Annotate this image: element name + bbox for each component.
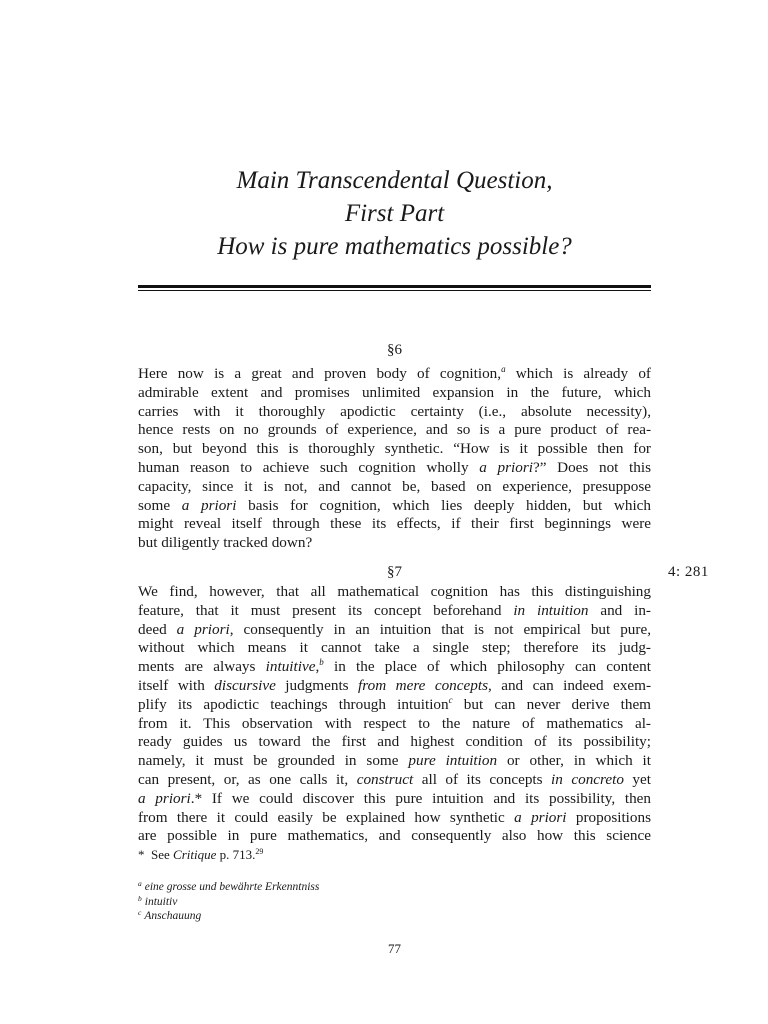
italic-phrase: in intuition: [513, 601, 589, 619]
text-line: from it. This observation with respect to the nature of mathematics al-: [138, 714, 651, 732]
text-line: can present, or, as one calls it, construct all of its concepts in concreto yet: [138, 770, 651, 788]
text-line: son, but beyond this is thoroughly synthetic. “How is it possible then for: [138, 440, 651, 458]
editorial-text: eine grosse und bewährte Erkenntniss: [144, 881, 320, 893]
italic-phrase: discursive: [214, 676, 276, 694]
italic-phrase: a priori: [514, 808, 567, 826]
text-line: capacity, since it is not, and cannot be, based on experience, presuppose: [138, 477, 651, 495]
text-line: admirable extent and promises unlimited expansion in the future, which: [138, 383, 651, 401]
heading-line-3: How is pure mathematics possible?: [217, 233, 572, 260]
editorial-text: Anschauung: [144, 910, 202, 922]
editorial-marker: c: [138, 908, 142, 917]
text-line: are possible in pure mathematics, and consequently also how this science: [138, 827, 651, 845]
rule-thin: [138, 290, 651, 291]
text-line: carries with it thoroughly apodictic certainty (i.e., absolute necessity),: [138, 402, 651, 420]
editorial-note-b: [138, 895, 319, 910]
page-number: 77: [388, 941, 401, 956]
footnote-text-before: See: [151, 847, 174, 862]
heading-line-1: Main Transcendental Question,: [236, 167, 553, 194]
author-footnote: [138, 847, 263, 863]
text-line: from there it could easily be explained how synthetic a priori propositions: [138, 808, 651, 826]
italic-phrase: a priori: [138, 789, 191, 807]
text-line: namely, it must be grounded in some pure intuition or other, in which it: [138, 752, 652, 770]
text-line: feature, that it must present its concept beforehand in intuition and in-: [138, 601, 651, 619]
section-6-mark: §6: [387, 342, 402, 358]
italic-phrase: pure intuition: [408, 752, 498, 770]
italic-phrase: a priori: [479, 458, 533, 476]
chapter-heading: [138, 164, 651, 263]
heading-line-2: First Part: [344, 200, 445, 227]
editorial-notes: [138, 880, 319, 924]
text-line: some a priori basis for cognition, which lies deeply hidden, but which: [138, 496, 652, 514]
italic-phrase: a priori: [176, 620, 230, 638]
text-line: hence rests on no grounds of experience, and so is a pure product of rea-: [138, 421, 651, 439]
italic-phrase: intuitive: [265, 658, 316, 676]
footnote-marker: *: [138, 847, 145, 862]
text-line: itself with discursive judgments from mere concepts, and can indeed exem-: [138, 676, 651, 694]
text-line: ready guides us toward the first and highest condition of its possibility;: [138, 733, 651, 751]
text-line: but diligently tracked down?: [138, 534, 313, 552]
editorial-marker: a: [138, 879, 142, 888]
section-7-mark: §7: [387, 564, 402, 580]
text-line: a priori.* If we could discover this pure intuition and its possibility, then: [138, 789, 651, 807]
text-line: deed a priori, consequently in an intuition that is not empirical but pure,: [138, 620, 651, 638]
editorial-marker: b: [138, 893, 142, 903]
text-line: ments are always intuitive,$^b$ in the place of which philosophy can content: [138, 657, 651, 676]
rule-thick: [138, 285, 651, 288]
section-7-paragraph: [138, 583, 651, 846]
text-line: without which means it cannot take a single step; therefore its judg-: [138, 639, 651, 657]
note-reference: b: [319, 657, 324, 668]
footnote-title: Critique: [173, 847, 217, 862]
footnote-text-after: p. 713.: [216, 847, 256, 862]
editorial-note-c: [138, 909, 319, 924]
note-reference: c: [448, 694, 453, 705]
editorial-note-a: [138, 880, 319, 895]
text-line: might reveal itself through these its effects, if their first beginnings were: [138, 515, 651, 533]
double-rule-divider: [138, 285, 651, 291]
italic-phrase: a priori: [181, 496, 237, 514]
italic-phrase: from mere concepts: [358, 676, 488, 694]
text-line: We find, however, that all mathematical cognition has this distinguishing: [138, 583, 651, 600]
text-line: human reason to achieve such cognition wholly a priori?” Does not this: [138, 458, 652, 476]
note-reference: a: [501, 364, 506, 374]
italic-phrase: in concreto: [551, 770, 624, 788]
footnote-note-number: 29: [255, 847, 264, 856]
editorial-text: intuitiv: [144, 895, 178, 908]
italic-phrase: construct: [356, 770, 414, 788]
section-6-paragraph: [138, 365, 651, 553]
text-line: plify its apodictic teachings through intuition$^c$ but can never derive them: [138, 694, 651, 713]
margin-reference: 4: 281: [668, 564, 709, 580]
text-line: Here now is a great and proven body of cognition,$^a$ which is already of: [138, 364, 651, 382]
